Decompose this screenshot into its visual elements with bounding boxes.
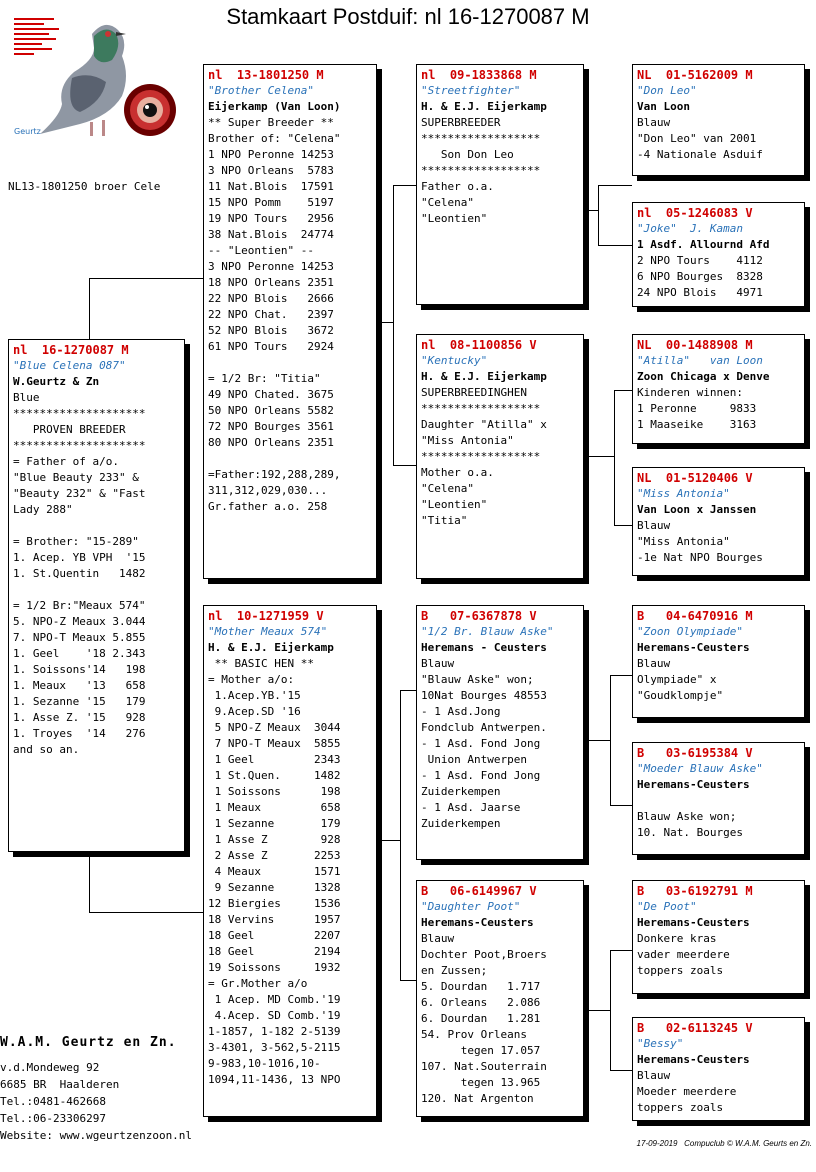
pedigree-line: 12 Biergies 1536 <box>208 897 341 910</box>
pedigree-line: 1. Troyes '14 276 <box>13 727 146 740</box>
owner-name: H. & E.J. Eijerkamp <box>421 100 547 113</box>
ring-number: B 06-6149967 V <box>421 884 537 898</box>
pedigree-line: 80 NPO Orleans 2351 <box>208 436 334 449</box>
pedigree-line: 18 Vervins 1957 <box>208 913 341 926</box>
connector <box>614 525 632 526</box>
pedigree-line: = Mother a/o: <box>208 673 295 686</box>
pedigree-line: ****************** <box>421 450 541 463</box>
pigeon-name: "Mother Meaux 574" <box>208 625 328 638</box>
pedigree-line <box>13 518 180 534</box>
pedigree-line: 18 Geel 2207 <box>208 929 341 942</box>
pedigree-line: 107. Nat.Souterrain <box>421 1060 547 1073</box>
pedigree-line <box>637 793 800 809</box>
owner-name: Heremans-Ceusters <box>637 778 750 791</box>
pedigree-line: 1 St.Quen. 1482 <box>208 769 341 782</box>
connector <box>393 465 417 466</box>
ring-number: nl 08-1100856 V <box>421 338 537 352</box>
photo-caption: NL13-1801250 broer Cele <box>8 180 161 193</box>
pedigree-card-mother-mother <box>416 880 584 1117</box>
owner-name: W.Geurtz & Zn <box>13 375 100 388</box>
pedigree-line: ******************** <box>13 407 146 420</box>
pigeon-name: "Blue Celena 087" <box>13 359 126 372</box>
pigeon-name: "Bessy" <box>637 1037 684 1050</box>
pedigree-line: SUPERBREEDINGHEN <box>421 386 527 399</box>
pedigree-line: 6. Dourdan 1.281 <box>421 1012 541 1025</box>
pedigree-line: Blue <box>13 391 40 404</box>
pedigree-line <box>208 355 372 371</box>
pedigree-line: 1. Sezanne '15 179 <box>13 695 146 708</box>
pedigree-line: 10Nat Bourges 48553 <box>421 689 547 702</box>
pedigree-line: Olympiade" x <box>637 673 717 686</box>
connector <box>598 245 632 246</box>
pedigree-line: Lady 288" <box>13 503 73 516</box>
website-line[interactable]: Website: www.wgeurtzenzoon.nl <box>0 1129 193 1142</box>
pedigree-card-fff <box>632 64 805 176</box>
connector <box>380 322 394 323</box>
pedigree-line: 18 Geel 2194 <box>208 945 341 958</box>
pedigree-line: 72 NPO Bourges 3561 <box>208 420 334 433</box>
owner-name: Van Loon x Janssen <box>637 503 757 516</box>
pedigree-line: Blauw <box>637 519 671 532</box>
pedigree-line: toppers zoals <box>637 1101 724 1114</box>
pedigree-line: vader meerdere <box>637 948 730 961</box>
pedigree-line: 9-983,10-1016,10- <box>208 1057 321 1070</box>
address-line: 6685 BR Haalderen <box>0 1078 120 1091</box>
pedigree-line: tegen 13.965 <box>421 1076 541 1089</box>
pedigree-line: = 1/2 Br: "Titia" <box>208 372 321 385</box>
pedigree-line: 2 Asse Z 2253 <box>208 849 341 862</box>
connector <box>380 840 401 841</box>
pedigree-line: ******************** <box>13 439 146 452</box>
ring-number: nl 10-1271959 V <box>208 609 324 623</box>
pedigree-line: ****************** <box>421 402 541 415</box>
connector <box>610 805 632 806</box>
pedigree-line: 1. Asse Z. '15 928 <box>13 711 146 724</box>
pedigree-line: en Zussen; <box>421 964 488 977</box>
pedigree-line: 6. Orleans 2.086 <box>421 996 541 1009</box>
pedigree-line: 2 NPO Tours 4112 <box>637 254 763 267</box>
owner-name: H. & E.J. Eijerkamp <box>421 370 547 383</box>
pedigree-line: 4.Acep. SD Comb.'19 <box>208 1009 341 1022</box>
pedigree-line: 19 NPO Tours 2956 <box>208 212 334 225</box>
pedigree-line: 15 NPO Pomm 5197 <box>208 196 334 209</box>
pigeon-name: "Streetfighter" <box>421 84 521 97</box>
pedigree-line: 9 Sezanne 1328 <box>208 881 341 894</box>
pedigree-line: 5. NPO-Z Meaux 3.044 <box>13 615 146 628</box>
pedigree-card-subject <box>8 339 185 852</box>
pedigree-line: 11 Nat.Blois 17591 <box>208 180 334 193</box>
pedigree-line: 1 Acep. MD Comb.'19 <box>208 993 341 1006</box>
pedigree-line: ****************** <box>421 132 541 145</box>
pedigree-line: "Don Leo" van 2001 <box>637 132 757 145</box>
pedigree-line: 311,312,029,030... <box>208 484 328 497</box>
pedigree-line: 1. Meaux '13 658 <box>13 679 146 692</box>
pedigree-line: "Leontien" <box>421 498 488 511</box>
pedigree-card-mother <box>203 605 377 1117</box>
pedigree-line: tegen 17.057 <box>421 1044 541 1057</box>
pedigree-line: 120. Nat Argenton <box>421 1092 534 1105</box>
phone-line: Tel.:0481-462668 <box>0 1095 106 1108</box>
pedigree-line: 3 NPO Orleans 5783 <box>208 164 334 177</box>
connector <box>588 740 611 741</box>
connector <box>588 210 599 211</box>
pigeon-name: "Kentucky" <box>421 354 488 367</box>
pedigree-line: "Blue Beauty 233" & <box>13 471 139 484</box>
pedigree-line: 1 Geel 2343 <box>208 753 341 766</box>
pedigree-card-mff <box>632 605 805 718</box>
pedigree-line: Kinderen winnen: <box>637 386 743 399</box>
pedigree-line <box>13 582 180 598</box>
ring-number: nl 16-1270087 M <box>13 343 129 357</box>
pedigree-line: "Miss Antonia" <box>421 434 514 447</box>
pedigree-card-ffm <box>632 202 805 307</box>
ring-number: B 07-6367878 V <box>421 609 537 623</box>
pedigree-line: 1094,11-1436, 13 NPO <box>208 1073 341 1086</box>
connector <box>614 390 615 525</box>
pedigree-card-mmf <box>632 880 805 994</box>
pedigree-line: 1 Soissons 198 <box>208 785 341 798</box>
pedigree-line: Blauw <box>637 657 671 670</box>
ring-number: nl 09-1833868 M <box>421 68 537 82</box>
connector <box>89 852 90 912</box>
pedigree-line: Blauw <box>421 932 455 945</box>
pedigree-line: 1-1857, 1-182 2-5139 <box>208 1025 341 1038</box>
pedigree-line: 1 Sezanne 179 <box>208 817 341 830</box>
pedigree-line: - 1 Asd. Fond Jong <box>421 737 541 750</box>
pedigree-line: Zuiderkempen <box>421 817 501 830</box>
pedigree-line: Blauw <box>637 1069 671 1082</box>
owner-name: Heremans-Ceusters <box>637 1053 750 1066</box>
pedigree-line: 1 Asse Z 928 <box>208 833 341 846</box>
pedigree-line: Gr.father a.o. 258 <box>208 500 328 513</box>
ring-number: B 04-6470916 M <box>637 609 753 623</box>
connector <box>610 950 632 951</box>
pedigree-line: 1 NPO Peronne 14253 <box>208 148 334 161</box>
pedigree-line: and so an. <box>13 743 80 756</box>
breeder-address <box>0 1034 192 1144</box>
connector <box>598 185 632 186</box>
pedigree-line: Blauw <box>637 116 671 129</box>
pedigree-line: PROVEN BREEDER <box>13 423 126 436</box>
connector <box>89 912 204 913</box>
connector <box>588 1010 611 1011</box>
owner-name: Zoon Chicaga x Denve <box>637 370 770 383</box>
connector <box>89 278 204 279</box>
pedigree-line: ** BASIC HEN ** <box>208 657 314 670</box>
connector <box>610 675 632 676</box>
pedigree-line: 1 Maaseike 3163 <box>637 418 757 431</box>
ring-number: nl 13-1801250 M <box>208 68 324 82</box>
pedigree-line: "Goudklompje" <box>637 689 724 702</box>
pigeon-name: "Joke" J. Kaman <box>637 222 743 235</box>
owner-name: Heremans - Ceusters <box>421 641 547 654</box>
pedigree-line: 18 NPO Orleans 2351 <box>208 276 334 289</box>
pedigree-card-mfm <box>632 742 805 855</box>
pedigree-line: 52 NPO Blois 3672 <box>208 324 334 337</box>
owner-name: Heremans-Ceusters <box>637 916 750 929</box>
ring-number: NL 01-5120406 V <box>637 471 753 485</box>
ring-number: nl 05-1246083 V <box>637 206 753 220</box>
owner-name: Heremans-Ceusters <box>637 641 750 654</box>
connector <box>598 185 599 245</box>
pedigree-line: 3 NPO Peronne 14253 <box>208 260 334 273</box>
pedigree-line: 50 NPO Orleans 5582 <box>208 404 334 417</box>
address-line: v.d.Mondeweg 92 <box>0 1061 100 1074</box>
owner-name: Van Loon <box>637 100 690 113</box>
pedigree-line: 4 Meaux 1571 <box>208 865 341 878</box>
pedigree-line: 49 NPO Chated. 3675 <box>208 388 334 401</box>
connector <box>400 690 401 980</box>
pedigree-line: 6 NPO Bourges 8328 <box>637 270 763 283</box>
pedigree-line: ****************** <box>421 164 541 177</box>
owner-name: H. & E.J. Eijerkamp <box>208 641 334 654</box>
pedigree-line: Father o.a. <box>421 180 494 193</box>
pigeon-name: "1/2 Br. Blauw Aske" <box>421 625 554 638</box>
pedigree-line: Brother of: "Celena" <box>208 132 341 145</box>
pedigree-line: 3-4301, 3-562,5-2115 <box>208 1041 341 1054</box>
owner-name: Eijerkamp (Van Loon) <box>208 100 341 113</box>
pedigree-card-mother-father <box>416 605 584 860</box>
connector <box>610 1070 632 1071</box>
pigeon-name: "De Poot" <box>637 900 697 913</box>
pedigree-line: = 1/2 Br:"Meaux 574" <box>13 599 146 612</box>
pigeon-name: "Daughter Poot" <box>421 900 521 913</box>
pedigree-line: 5. Dourdan 1.717 <box>421 980 541 993</box>
pedigree-line: - 1 Asd. Jaarse <box>421 801 521 814</box>
connector <box>400 690 417 691</box>
pedigree-line <box>208 451 372 467</box>
pedigree-line: =Father:192,288,289, <box>208 468 341 481</box>
pedigree-line: Zuiderkempen <box>421 785 501 798</box>
footer-credit: 17-09-2019 Compuclub © W.A.M. Geurts en Zn. <box>636 1139 812 1148</box>
pedigree-line: 22 NPO Blois 2666 <box>208 292 334 305</box>
pedigree-card-father-mother <box>416 334 584 579</box>
pedigree-line: Mother o.a. <box>421 466 494 479</box>
pedigree-line: 1 Meaux 658 <box>208 801 341 814</box>
pedigree-line: 1. Acep. YB VPH '15 <box>13 551 146 564</box>
pedigree-line: Fondclub Antwerpen. <box>421 721 547 734</box>
page-title: Stamkaart Postduif: nl 16-1270087 M <box>226 4 590 29</box>
pedigree-line: -- "Leontien" -- <box>208 244 314 257</box>
ring-number: NL 01-5162009 M <box>637 68 753 82</box>
pedigree-line: Blauw <box>421 657 455 670</box>
pedigree-line: - 1 Asd. Fond Jong <box>421 769 541 782</box>
pedigree-line: Daughter "Atilla" x <box>421 418 547 431</box>
pedigree-line: 1. Geel '18 2.343 <box>13 647 146 660</box>
pedigree-line: 1 Peronne 9833 <box>637 402 757 415</box>
pedigree-line: -1e Nat NPO Bourges <box>637 551 763 564</box>
pedigree-line: = Brother: "15-289" <box>13 535 139 548</box>
pedigree-line: Moeder meerdere <box>637 1085 737 1098</box>
pedigree-line: 19 Soissons 1932 <box>208 961 341 974</box>
pedigree-card-fmf <box>632 334 805 444</box>
pedigree-line: 38 Nat.Blois 24774 <box>208 228 334 241</box>
pedigree-line: -4 Nationale Asduif <box>637 148 763 161</box>
ring-number: NL 00-1488908 M <box>637 338 753 352</box>
pedigree-line: "Blauw Aske" won; <box>421 673 534 686</box>
pigeon-name: "Atilla" van Loon <box>637 354 763 367</box>
pedigree-line: Union Antwerpen <box>421 753 527 766</box>
pedigree-card-mmm <box>632 1017 805 1121</box>
pedigree-line: SUPERBREEDER <box>421 116 501 129</box>
pedigree-line: 1.Acep.YB.'15 <box>208 689 301 702</box>
pedigree-line: 54. Prov Orleans <box>421 1028 527 1041</box>
connector <box>614 390 632 391</box>
owner-name: Heremans-Ceusters <box>421 916 534 929</box>
ring-number: B 03-6192791 M <box>637 884 753 898</box>
pigeon-name: "Miss Antonia" <box>637 487 730 500</box>
connector <box>400 980 417 981</box>
pedigree-line: 61 NPO Tours 2924 <box>208 340 334 353</box>
pedigree-card-father <box>203 64 377 579</box>
pedigree-line: Donkere kras <box>637 932 717 945</box>
pedigree-line: Blauw Aske won; <box>637 810 737 823</box>
svg-text:Geurtz: Geurtz <box>14 127 41 136</box>
pedigree-line: 7. NPO-T Meaux 5.855 <box>13 631 146 644</box>
pigeon-name: "Zoon Olympiade" <box>637 625 743 638</box>
pedigree-line: = Gr.Mother a/o <box>208 977 308 990</box>
pedigree-line: 22 NPO Chat. 2397 <box>208 308 334 321</box>
pigeon-photo <box>10 16 190 146</box>
pigeon-name: "Don Leo" <box>637 84 697 97</box>
pedigree-line: Son Don Leo <box>421 148 514 161</box>
connector <box>89 278 90 340</box>
pedigree-line: "Titia" <box>421 514 468 527</box>
pedigree-line: "Leontien" <box>421 212 488 225</box>
phone-line: Tel.:06-23306297 <box>0 1112 106 1125</box>
pedigree-line: 24 NPO Blois 4971 <box>637 286 763 299</box>
breeder-name: W.A.M. Geurtz en Zn. <box>0 1035 177 1050</box>
ring-number: B 02-6113245 V <box>637 1021 753 1035</box>
pedigree-line: "Beauty 232" & "Fast <box>13 487 146 500</box>
pedigree-line: 5 NPO-Z Meaux 3044 <box>208 721 341 734</box>
pedigree-line: 9.Acep.SD '16 <box>208 705 301 718</box>
pedigree-line: = Father of a/o. <box>13 455 119 468</box>
pedigree-line: Dochter Poot,Broers <box>421 948 547 961</box>
connector <box>393 185 394 465</box>
connector <box>588 456 615 457</box>
owner-name: 1 Asdf. Allournd Afd <box>637 238 770 251</box>
pedigree-line: - 1 Asd.Jong <box>421 705 501 718</box>
pedigree-line: "Miss Antonia" <box>637 535 730 548</box>
pigeon-name: "Moeder Blauw Aske" <box>637 762 763 775</box>
pedigree-line: toppers zoals <box>637 964 724 977</box>
pedigree-line: "Celena" <box>421 482 474 495</box>
pedigree-line: 1. Soissons'14 198 <box>13 663 146 676</box>
pedigree-line: 1. St.Quentin 1482 <box>13 567 146 580</box>
pedigree-line: "Celena" <box>421 196 474 209</box>
pedigree-card-fmm <box>632 467 805 576</box>
pedigree-line: 7 NPO-T Meaux 5855 <box>208 737 341 750</box>
connector <box>393 185 417 186</box>
pedigree-line: ** Super Breeder ** <box>208 116 334 129</box>
pigeon-name: "Brother Celena" <box>208 84 314 97</box>
pedigree-line: 10. Nat. Bourges <box>637 826 743 839</box>
pedigree-card-father-father <box>416 64 584 305</box>
ring-number: B 03-6195384 V <box>637 746 753 760</box>
